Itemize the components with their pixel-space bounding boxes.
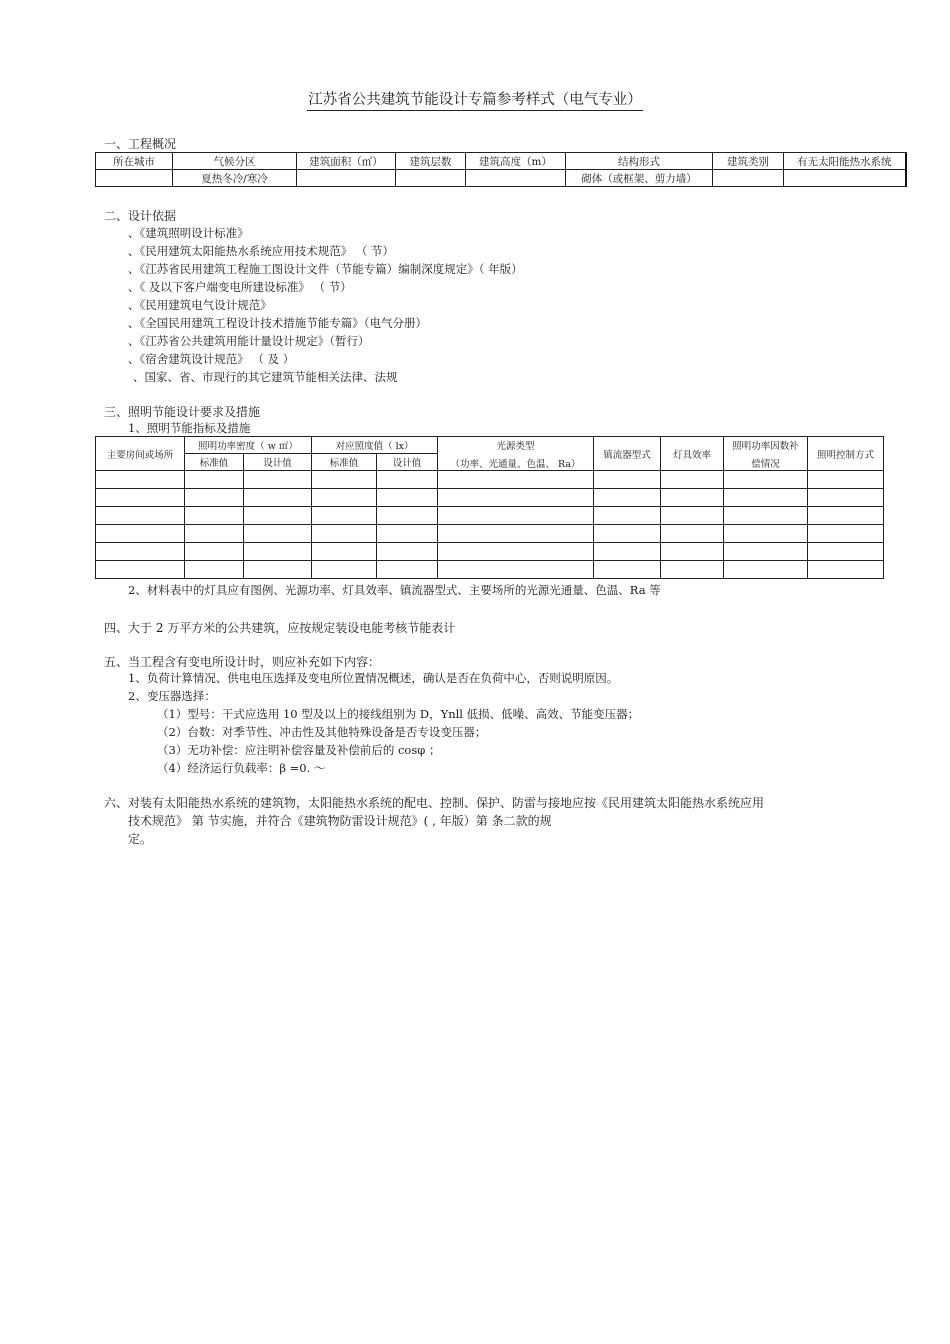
header-lpd: 照明功率密度（ w ㎡） (185, 437, 312, 454)
table-row (96, 471, 884, 489)
basis-item: 、《江苏省公共建筑用能计量设计规定》（暂行） (128, 334, 370, 348)
lighting-table (95, 436, 884, 579)
section-3-sub1: 1、照明节能指标及措施 (128, 421, 251, 435)
table-row (96, 507, 884, 525)
header-lux-design: 设计值 (377, 454, 438, 471)
cell-structure: 砌体（或框架、剪力墙） (566, 170, 713, 187)
header-source: 光源类型 （功率、光通量、色温、 Ra） (438, 437, 594, 471)
section-2-heading: 二、设计依据 (104, 209, 177, 223)
basis-item: 、《建筑照明设计标准》 (128, 226, 249, 240)
header-floors: 建筑层数 (396, 153, 466, 170)
project-overview-table (95, 152, 907, 187)
basis-item: 、《民用建筑电气设计规范》 (128, 298, 272, 312)
section-6-line2: 技术规范》 第 节实施，并符合《建筑物防雷设计规范》( , 年版）第 条二款的规 (128, 814, 552, 828)
transformer-item: （2）台数：对季节性、冲击性及其他特殊设备是否专设变压器； (157, 725, 487, 739)
cell-floor-area (297, 170, 396, 187)
table-header-row (96, 153, 906, 170)
header-height: 建筑高度（m） (466, 153, 566, 170)
table-row (96, 543, 884, 561)
header-ballast: 镇流器型式 (594, 437, 661, 471)
header-lpd-design: 设计值 (244, 454, 312, 471)
header-room: 主要房间或场所 (96, 437, 185, 471)
section-3-sub2: 2、材料表中的灯具应有图例、光源功率、灯具效率、镇流器型式、主要场所的光源光通量、色温、Ra 等 (128, 583, 661, 597)
header-climate-zone: 气候分区 (173, 153, 297, 170)
header-lux-standard: 标准值 (312, 454, 377, 471)
header-power-factor: 照明功率因数补 偿情况 (724, 437, 808, 471)
table-header-row (96, 437, 884, 454)
cell-city (96, 170, 173, 187)
header-lux: 对应照度值（ lx） (312, 437, 438, 454)
basis-item: 、《宿舍建筑设计规范》 （ 及 ） (128, 352, 295, 366)
header-structure: 结构形式 (566, 153, 713, 170)
section-5-heading: 五、当工程含有变电所设计时，则应补充如下内容： (104, 655, 381, 669)
header-solar: 有无太阳能热水系统 (784, 153, 906, 170)
header-floor-area: 建筑面积（㎡） (297, 153, 396, 170)
transformer-item: （4）经济运行负载率：β =0. ～ (157, 761, 326, 775)
section-6-line1: 六、对装有太阳能热水系统的建筑物，太阳能热水系统的配电、控制、保护、防雷与接地应按《民用建筑太阳能热水系统应用 (104, 796, 765, 810)
cell-solar (784, 170, 906, 187)
section-1-heading: 一、工程概况 (104, 137, 177, 151)
cell-climate-zone: 夏热冬冷/寒冷 (173, 170, 297, 187)
header-city: 所在城市 (96, 153, 173, 170)
section-4-heading: 四、大于 2 万平方米的公共建筑，应按规定装设电能考核节能表计 (104, 621, 456, 635)
basis-item: 、《民用建筑太阳能热水系统应用技术规范》 （ 节） (128, 244, 395, 258)
table-row (96, 525, 884, 543)
cell-category (713, 170, 784, 187)
basis-item: 、《江苏省民用建筑工程施工图设计文件（节能专篇）编制深度规定》（ 年版） (128, 262, 523, 276)
table-row (96, 170, 906, 187)
header-lpd-standard: 标准值 (185, 454, 244, 471)
table-row (96, 561, 884, 579)
section-6-line3: 定。 (128, 832, 153, 846)
section-3-heading: 三、照明节能设计要求及措施 (104, 405, 261, 419)
document-title: 江苏省公共建筑节能设计专篇参考样式（电气专业） (0, 88, 950, 109)
basis-item: 、《全国民用建筑工程设计技术措施节能专篇》（电气分册） (128, 316, 427, 330)
cell-height (466, 170, 566, 187)
section-5-item2: 2、变压器选择： (128, 689, 216, 703)
header-efficiency: 灯具效率 (661, 437, 724, 471)
transformer-item: （3）无功补偿：应注明补偿容量及补偿前后的 cosφ ； (157, 743, 441, 757)
header-category: 建筑类别 (713, 153, 784, 170)
cell-floors (396, 170, 466, 187)
section-5-item1: 1、负荷计算情况、供电电压选择及变电所位置情况概述，确认是否在负荷中心，否则说明原因。 (128, 671, 619, 685)
basis-item: 、《 及以下客户端变电所建设标准》 （ 节） (128, 280, 352, 294)
transformer-item: （1）型号：干式应选用 10 型及以上的接线组别为 D，Ynll 低损、低噪、高效、节能变压器； (157, 707, 640, 721)
header-control: 照明控制方式 (808, 437, 884, 471)
table-row (96, 489, 884, 507)
basis-item: 、国家、省、市现行的其它建筑节能相关法律、法规 (133, 370, 398, 384)
